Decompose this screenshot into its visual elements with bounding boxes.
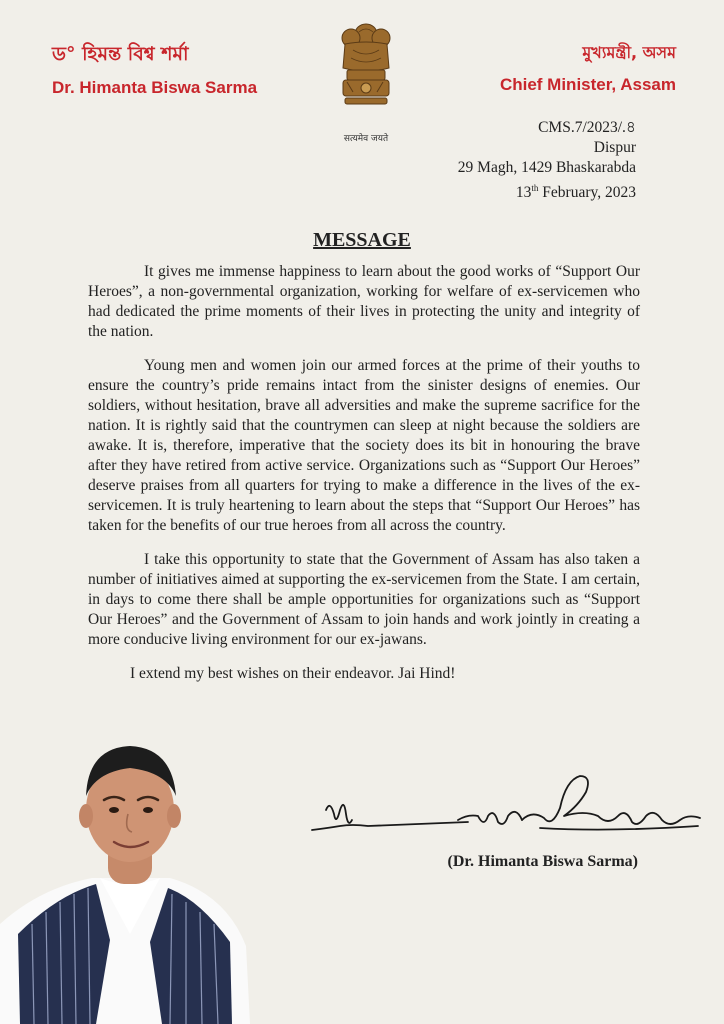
paragraph-2: Young men and women join our armed forces at the prime of their youths to ensure the country’s pride remains intact from the sinister designs of enemies. Our soldiers, without hesitation, brave all adversities and make the supreme sacrifice for the nation. It is rightly said that the countrymen can sleep at night because the soldiers are awake. It is, therefore, imperative that the society does its bit in honouring the brave after they have retired from active service. Organizations such as “Support Our Heroes” deserve praises from all quarters for trying to make a difference in the lives of the ex-servicemen. It is truly heartening to learn about the steps that “Support Our Heroes” has taken for the benefits of our true heroes from all across the country. [88,357,640,534]
lion-capital-emblem-icon [333,20,399,124]
letterhead-left [52,40,257,98]
reference-block [458,118,636,203]
message-title: MESSAGE [313,229,411,251]
message-body [88,262,640,698]
paragraph-3: I take this opportunity to state that the Government of Assam has also taken a number of initiatives aimed at supporting the ex-servicemen from the State. I am certain, in days to come there shall be ample opportunities for organizations such as “Support Our Heroes” and the Government of Assam to join hands and work jointly in creating a more conducive living environment for our ex-jawans. [88,551,640,648]
name-english: Dr. Himanta Biswa Sarma [52,78,258,97]
emblem-motto: सत्यमेव जयते [343,134,389,144]
reference-number: CMS.7/2023/.৪ [538,119,636,136]
date-rest: February, 2023 [538,184,636,202]
bhaskarabda-date: 29 Magh, 1429 Bhaskarabda [457,159,636,176]
date-day: 13 [515,184,532,202]
signatory-name: (Dr. Himanta Biswa Sarma) [447,853,638,870]
letterhead-right [500,40,676,95]
title-bengali: মুখ্যমন্ত্ৰী, অসম [582,43,676,62]
chief-minister-photo [0,728,250,1024]
title-english: Chief Minister, Assam [499,75,676,94]
handwritten-signature [308,770,704,850]
gregorian-date [458,178,636,203]
paragraph-1: It gives me immense happiness to learn about the good works of “Support Our Heroes”, a non-governmental organization, working for welfare of ex-servicemen who had dedicated the prime moments of their lives in protecting the unity and integrity of the nation. [88,263,640,340]
reference-place: Dispur [593,139,636,156]
name-bengali: ড° হিমন্ত বিশ্ব শৰ্মা [52,43,189,65]
closing-line: I extend my best wishes on their endeavor. Jai Hind! [130,665,456,682]
date-suffix: th [531,183,539,193]
national-emblem [326,20,406,144]
